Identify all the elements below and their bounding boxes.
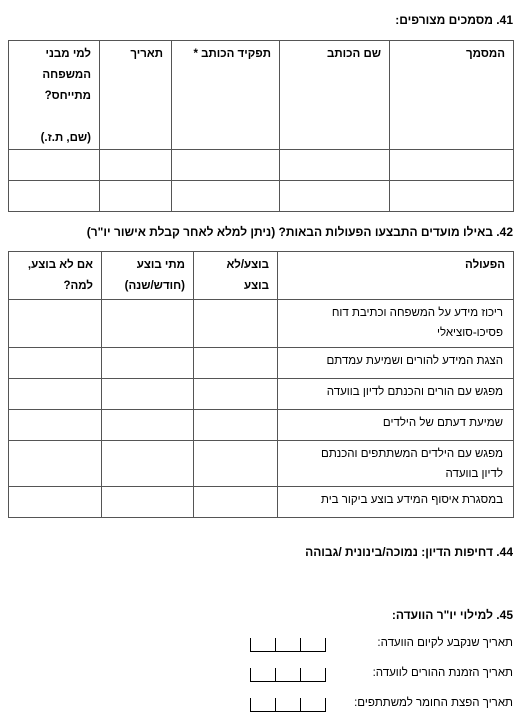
header-writer-name: שם הכותב xyxy=(280,41,390,150)
table-row xyxy=(9,181,514,212)
action-label: מפגש עם הילדים המשתתפים והכנתם לדיון בוועדה xyxy=(278,441,514,487)
header-action: הפעולה xyxy=(278,252,514,300)
parents-invite-date-field xyxy=(14,667,513,685)
section-42-title: 42. באילו מועדים התבצעו הפעולות הבאות? (ניתן למלא לאחר קבלת אישור יו"ר) xyxy=(86,225,513,239)
table-row xyxy=(9,441,514,487)
day-box[interactable] xyxy=(300,638,326,652)
table-row xyxy=(9,379,514,410)
field-label: תאריך שנקבע לקיום הוועדה: xyxy=(377,637,513,649)
done-cell[interactable] xyxy=(194,379,278,410)
table-header-row xyxy=(9,252,514,300)
writer-role-cell[interactable] xyxy=(172,150,280,181)
when-done-cell[interactable] xyxy=(102,410,194,441)
done-cell[interactable] xyxy=(194,441,278,487)
when-done-cell[interactable] xyxy=(102,487,194,518)
date-input-boxes[interactable] xyxy=(250,638,326,652)
table-row xyxy=(9,487,514,518)
when-done-cell[interactable] xyxy=(102,441,194,487)
action-label: מפגש עם הורים והכנתם לדיון בוועדה xyxy=(278,379,514,410)
when-done-cell[interactable] xyxy=(102,379,194,410)
done-cell[interactable] xyxy=(194,410,278,441)
material-distribution-date-field xyxy=(14,697,513,715)
date-input-boxes[interactable] xyxy=(250,698,326,712)
day-box[interactable] xyxy=(300,668,326,682)
action-label: הצגת המידע להורים ושמיעת עמדתם xyxy=(278,348,514,379)
date-cell[interactable] xyxy=(100,181,172,212)
header-writer-role: תפקיד הכותב * xyxy=(172,41,280,150)
why-not-cell[interactable] xyxy=(9,348,102,379)
table-row xyxy=(9,150,514,181)
when-done-cell[interactable] xyxy=(102,300,194,348)
writer-role-cell[interactable] xyxy=(172,181,280,212)
year-box[interactable] xyxy=(250,698,275,712)
table-row xyxy=(9,348,514,379)
header-why-not: אם לא בוצע, למה? xyxy=(9,252,102,300)
family-member-cell[interactable] xyxy=(9,181,100,212)
family-member-cell[interactable] xyxy=(9,150,100,181)
done-cell[interactable] xyxy=(194,348,278,379)
header-family-member: למי מבני המשפחה מתייחס? (שם, ת.ז.) xyxy=(9,41,100,150)
why-not-cell[interactable] xyxy=(9,441,102,487)
done-cell[interactable] xyxy=(194,300,278,348)
month-box[interactable] xyxy=(275,698,300,712)
done-cell[interactable] xyxy=(194,487,278,518)
header-when-done: מתי בוצע (חודש/שנה) xyxy=(102,252,194,300)
when-done-cell[interactable] xyxy=(102,348,194,379)
month-box[interactable] xyxy=(275,668,300,682)
document-cell[interactable] xyxy=(390,181,514,212)
action-label: שמיעת דעתם של הילדים xyxy=(278,410,514,441)
why-not-cell[interactable] xyxy=(9,487,102,518)
year-box[interactable] xyxy=(250,668,275,682)
day-box[interactable] xyxy=(300,698,326,712)
actions-table xyxy=(8,251,514,518)
document-cell[interactable] xyxy=(390,150,514,181)
section-45-title: 45. למילוי יו"ר הוועדה: xyxy=(391,608,513,622)
action-label: במסגרת איסוף המידע בוצע ביקור בית xyxy=(278,487,514,518)
date-cell[interactable] xyxy=(100,150,172,181)
why-not-cell[interactable] xyxy=(9,410,102,441)
year-box[interactable] xyxy=(250,638,275,652)
writer-name-cell[interactable] xyxy=(280,150,390,181)
attached-documents-table xyxy=(8,40,514,212)
date-input-boxes[interactable] xyxy=(250,668,326,682)
why-not-cell[interactable] xyxy=(9,379,102,410)
table-header-row xyxy=(9,41,514,150)
field-label: תאריך הפצת החומר למשתתפים: xyxy=(354,697,513,709)
committee-date-field xyxy=(14,637,513,655)
action-label: ריכוז מידע על המשפחה וכתיבת דוח פסיכו-סוציאלי xyxy=(278,300,514,348)
header-done: בוצע/לא בוצע xyxy=(194,252,278,300)
table-row xyxy=(9,300,514,348)
header-document: המסמך xyxy=(390,41,514,150)
why-not-cell[interactable] xyxy=(9,300,102,348)
writer-name-cell[interactable] xyxy=(280,181,390,212)
field-label: תאריך הזמנת ההורים לוועדה: xyxy=(372,667,513,679)
header-date: תאריך xyxy=(100,41,172,150)
month-box[interactable] xyxy=(275,638,300,652)
section-44-title: 44. דחיפות הדיון: נמוכה/בינונית /גבוהה xyxy=(305,545,513,559)
section-41-title: 41. מסמכים מצורפים: xyxy=(395,13,513,27)
table-row xyxy=(9,410,514,441)
